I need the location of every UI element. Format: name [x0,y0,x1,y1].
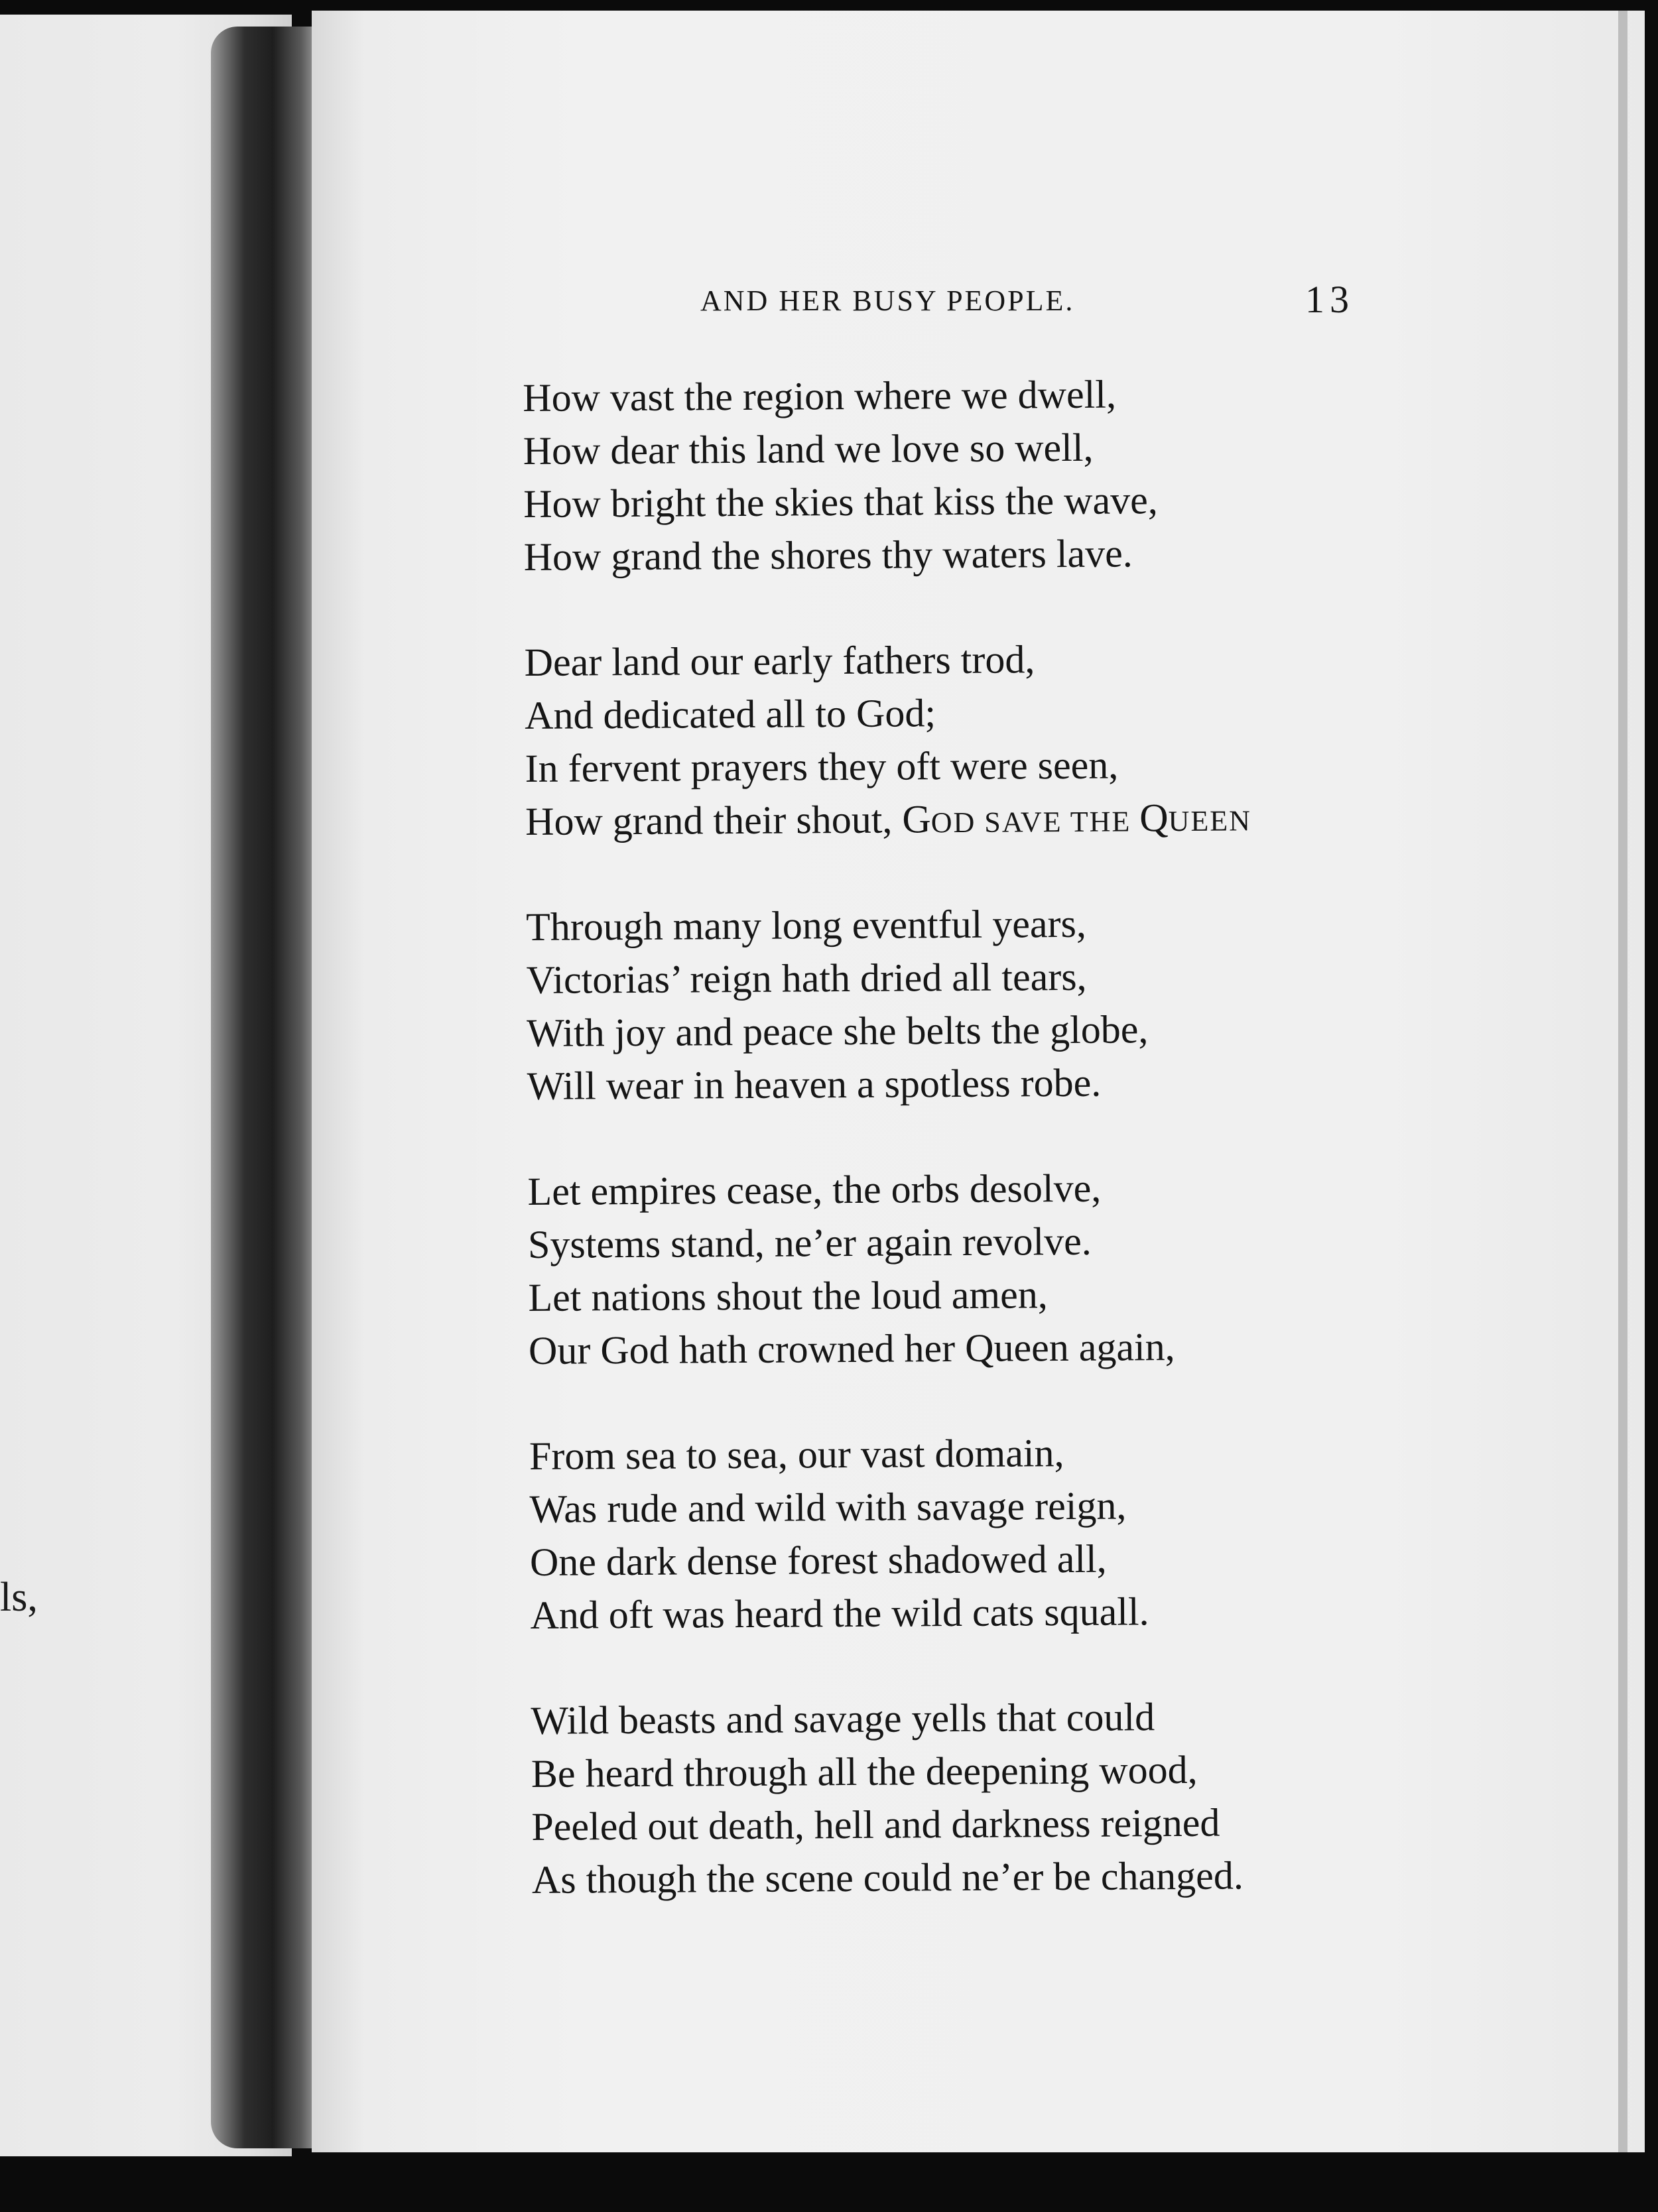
small-caps-initial: G [902,797,931,841]
stanza-2 [524,629,1586,848]
poem-line: Dear land our early fathers trod, [524,637,1035,684]
poem-line: Wild beasts and savage yells that could [531,1695,1155,1743]
small-caps-initial: Q [1139,796,1169,840]
poem-line: Systems stand, ne’er again revolve. [527,1219,1092,1266]
stanza-6 [531,1688,1593,1906]
poem-line: Our God hath crowned her Queen again, [528,1325,1175,1373]
stanza-5 [529,1423,1592,1642]
poem-line: And dedicated all to God; [524,691,936,737]
poem-line: How grand the shores thy waters lave. [523,531,1133,579]
poem-line: Will wear in heaven a spotless robe. [527,1060,1102,1108]
poem-line: How vast the region where we dwell, [523,372,1117,420]
poem-line: In fervent prayers they oft were seen, [525,743,1119,790]
page-edge [1618,11,1627,2152]
poem [523,365,1594,1959]
book-gutter-shadow [211,27,324,2148]
poem-line: Let nations shout the loud amen, [528,1272,1048,1320]
poem-line: How bright the skies that kiss the wave, [523,478,1158,526]
poem-line: Through many long eventful years, [525,901,1087,949]
poem-line: From sea to sea, our vast domain, [529,1431,1064,1478]
poem-line-text: How grand their shout, [525,797,903,843]
poem-line: Be heard through all the deepening wood, [531,1747,1198,1796]
small-caps-text: SAVE THE [976,805,1140,839]
stanza-1 [523,365,1585,584]
poem-line: Let empires cease, the orbs desolve, [527,1166,1102,1213]
poem-line: As though the scene could ne’er be changed. [531,1853,1244,1902]
left-page-text-fragment: ls, [0,1575,38,1620]
stanza-4 [527,1158,1590,1377]
poem-line: And oft was heard the wild cats squall. [530,1589,1149,1637]
small-caps-text: UEEN [1168,804,1252,838]
poem-line-small-caps [525,788,1586,848]
poem-line: Peeled out death, hell and darkness reigned [531,1800,1220,1849]
poem-line: Victorias’ reign hath dried all tears, [526,954,1087,1002]
poem-line: One dark dense forest shadowed all, [529,1536,1107,1584]
running-head: AND HER BUSY PEOPLE. [700,284,1075,317]
small-caps-text: OD [930,806,976,839]
poem-line: How dear this land we love so well, [523,425,1094,473]
poem-line: Was rude and wild with savage reign, [529,1483,1127,1531]
stanza-3 [526,894,1588,1113]
page-number: 13 [1305,278,1354,321]
poem-line: With joy and peace she belts the globe, [526,1007,1149,1055]
